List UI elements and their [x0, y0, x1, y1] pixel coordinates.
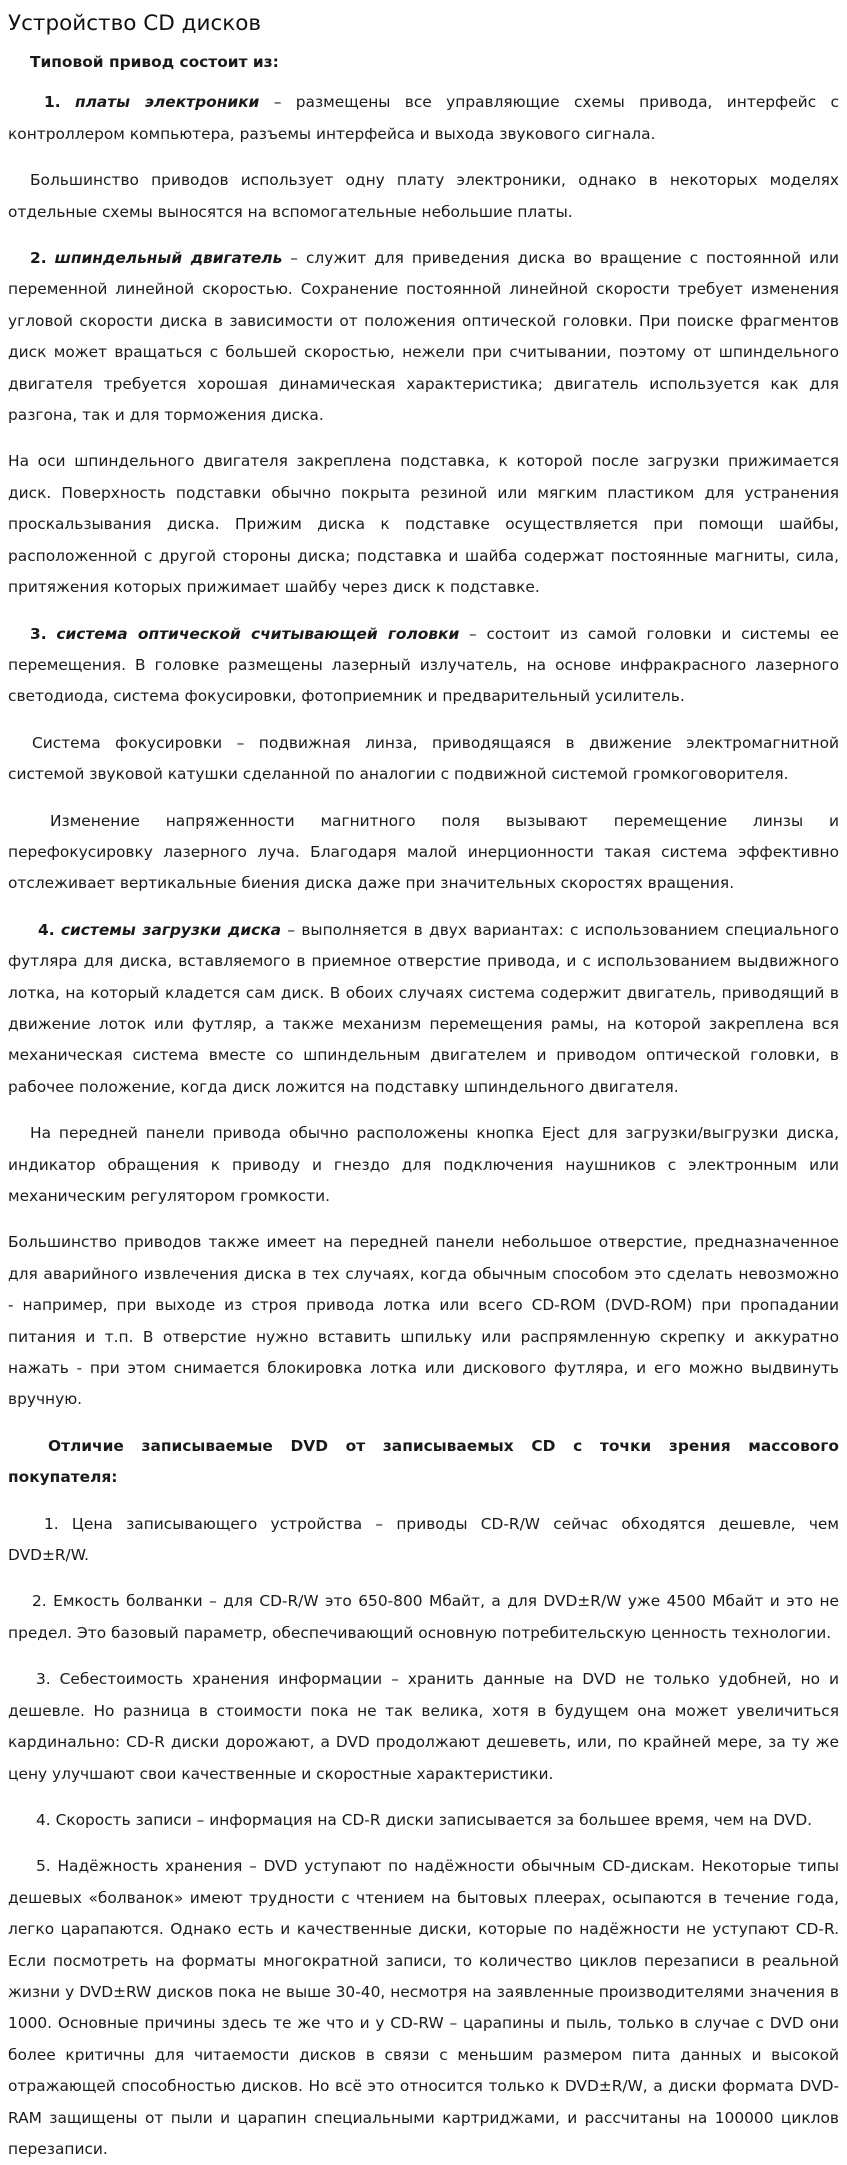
paragraph-loading	[8, 915, 839, 1103]
paragraph-text: – состоит из самой головки и системы ее перемещения. В головке размещены лазерный излучатель, на основе инфракрасного лазерного светодиода, система фокусировки, фотоприемник и предварительный усилитель.	[8, 624, 839, 706]
paragraph-field: Изменение напряженности магнитного поля вызывают перемещение линзы и перефокусировку лазерного луча. Благодаря малой инерционности такая система эффективно отслеживает вертикальные биения диска даже при значительных скоростях вращения.	[8, 811, 839, 893]
intro-line: Типовой привод состоит из:	[30, 53, 279, 71]
list-item-speed: 4. Скорость записи – информация на CD-R диски записывается за большее время, чем на DVD.	[36, 1810, 813, 1829]
list-item-price: 1. Цена записывающего устройства – приводы CD-R/W сейчас обходятся дешевле, чем DVD±R/W.	[8, 1514, 839, 1565]
paragraph-boards-note: Большинство приводов использует одну плату электроники, однако в некоторых моделях отдельные схемы выносятся на вспомогательные небольшие платы.	[8, 171, 839, 221]
paragraph-emergency: Большинство приводов также имеет на передней панели небольшое отверстие, предназначенное для аварийного извлечения диска в тех случаях, когда обычным способом это сделать невозможно - например, при выходе из строя привода лотка или всего CD-ROM (DVD-ROM) при пропадании питания и т.п. В отверстие нужно вставить шпильку или распрямленную скрепку и аккуратно нажать - при этом снимается блокировка лотка или дискового футляра, и его можно выдвинуть вручную.	[8, 1233, 839, 1409]
paragraph-text: – выполняется в двух вариантах: с использованием специального футляра для диска, вставляемого в приемное отверстие привода, и с использованием выдвижного лотка, на который кладется сам диск. В обоих случаях система содержит двигатель, приводящий в движение лоток или футляр, а также механизм перемещения рамы, на которой закреплена вся механическая система вместе со шпиндельным двигателем и приводом оптической головки, в рабочее положение, когда диск ложится на подставку шпиндельного двигателя.	[8, 920, 839, 1096]
section-heading-dvd-vs-cd: Отличие записываемые DVD от записываемых CD с точки зрения массового покупателя:	[8, 1436, 839, 1487]
paragraph-spindle-mount: На оси шпиндельного двигателя закреплена подставка, к которой после загрузки прижимается диск. Поверхность подставки обычно покрыта резиной или мягким пластиком для устранения проскальзывания диска. Прижим диска к подставке осуществляется при помощи шайбы, расположенной с другой стороны диска; подставка и шайба содержат постоянные магниты, сила, притяжения которых прижимает шайбу через диск к подставке.	[8, 452, 839, 597]
paragraph-spindle	[8, 243, 839, 431]
list-number: 3.	[30, 624, 47, 643]
term-loading: системы загрузки диска	[60, 920, 282, 939]
paragraph-front-panel: На передней панели привода обычно расположены кнопка Eject для загрузки/выгрузки диска, индикатор обращения к приводу и гнездо для подключения наушников с электронным или механическим регулятором громкости.	[8, 1124, 839, 1205]
paragraph-focus: Система фокусировки – подвижная линза, приводящаяся в движение электромагнитной системой звуковой катушки сделанной по аналогии с подвижной системой громкоговорителя.	[8, 733, 839, 784]
paragraph-boards	[8, 87, 839, 150]
list-item-capacity: 2. Емкость болванки – для CD-R/W это 650-800 Мбайт, а для DVD±R/W уже 4500 Мбайт и это не предел. Это базовый параметр, обеспечивающий основную потребительскую ценность технологии.	[8, 1592, 839, 1642]
list-number: 2.	[30, 249, 47, 268]
paragraph-text: – размещены все управляющие схемы привода, интерфейс с контроллером компьютера, разъемы интерфейса и выхода звукового сигнала.	[8, 93, 839, 143]
list-item-cost: 3. Себестоимость хранения информации – хранить данные на DVD не только удобней, но и дешевле. Но разница в стоимости пока не так велика, хотя в будущем она может увеличиться кардинально: CD-R диски дорожают, а DVD продолжают дешеветь, или, по крайней мере, за ту же цену улучшают свои качественные и скоростные характеристики.	[8, 1670, 839, 1783]
list-number: 4.	[38, 920, 55, 939]
term-boards: платы электроники	[74, 93, 260, 112]
page-title: Устройство CD дисков	[8, 11, 262, 36]
list-number: 1.	[44, 93, 61, 112]
list-item-reliability: 5. Надёжность хранения – DVD уступают по надёжности обычным CD-дискам. Некоторые типы дешевых «болванок» имеют трудности с чтением на бытовых плеерах, осыпаются в течение года, легко царапаются. Однако есть и качественные диски, которые по надёжности не уступают CD-R. Если посмотреть на форматы многократной записи, то количество циклов перезаписи в реальной жизни у DVD±RW дисков пока не выше 30-40, несмотря на заявленные производителями значения в 1000. Основные причины здесь те же что и у CD-RW – царапины и пыль, только в случае с DVD они более критичны для читаемости дисков в связи с меньшим размером пита данных и высокой отражающей способностью дисков. Но всё это относится только к DVD±R/W, а диски формата DVD-RAM защищены от пыли и царапин специальными картриджами, и рассчитаны на 100000 циклов перезаписи.	[8, 1857, 839, 2158]
paragraph-optical	[8, 619, 839, 713]
term-optical: система оптической считывающей головки	[56, 624, 460, 643]
paragraph-text: – служит для приведения диска во вращение с постоянной или переменной линейной скоростью. Сохранение постоянной линейной скорости требует изменения угловой скорости диска в зависимости от положения оптической головки. При поиске фрагментов диск может вращаться с большей скоростью, нежели при считывании, поэтому от шпиндельного двигателя требуется хорошая динамическая характеристика; двигатель используется как для разгона, так и для торможения диска.	[8, 249, 839, 425]
term-spindle: шпиндельный двигатель	[54, 249, 283, 268]
